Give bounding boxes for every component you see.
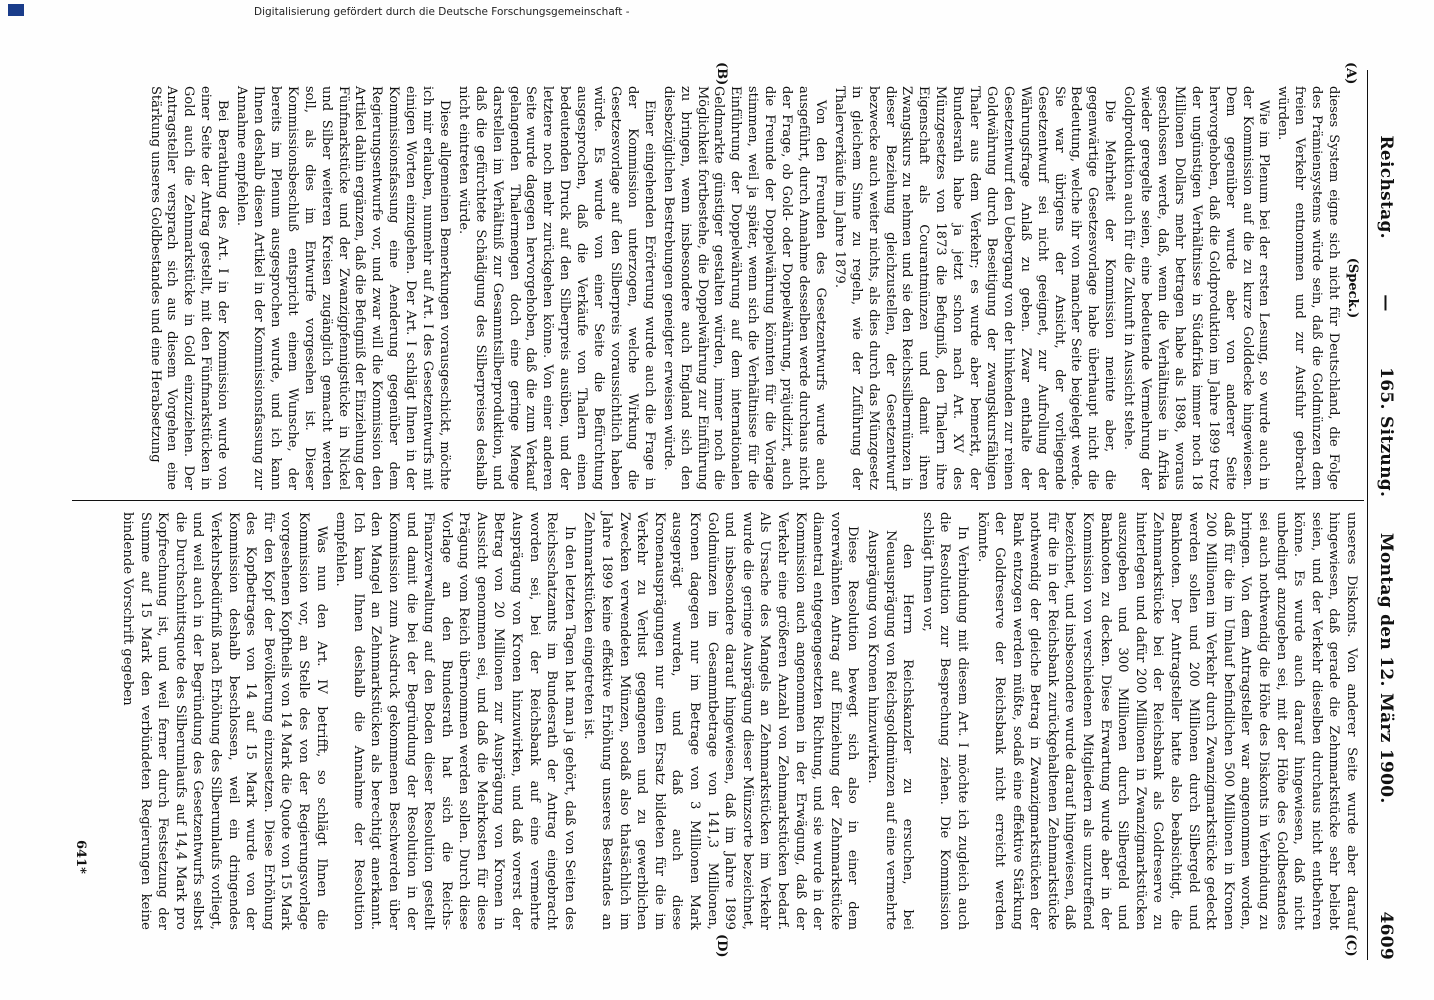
margin-marker-b: (B) bbox=[714, 62, 729, 86]
header-left bbox=[1376, 70, 1396, 497]
paragraph: Diese allgemeinen Bemerkungen vorausgeschickt, möchte ich mir erlauben, nunmehr auf Art. I des Gesetzentwurfs mit einigen Worten einzugehen. Der Art. I schlägt Ihnen in der Kommissionsfassung eine Aenderung gegenüber dem Regierungsentwurfe vor, und zwar will die Kommission den Artikel dahin ergänzen, daß die Befugniß der Einziehung der Fünfmarkstücke und der Zwanzigpfennigstücke in Nickel und Silber weiteren Kreisen zugänglich gemacht werden soll, als dies im Entwurfe vorgesehen ist. Dieser Kommissionsbeschluß entspricht einem Wunsche, der bereits im Plenum ausgesprochen wurde, und ich kann Ihnen deshalb diesen Artikel in der Kommissionsfassung zur Annahme empfehlen. bbox=[234, 86, 452, 490]
paragraph: Bei Berathung des Art. I in der Kommission wurde von einer Seite der Antrag gestellt, mit den Fünfmarkstücken in Gold auch die Zehnmarkstücke in Gold einzuziehen. Der Antragsteller versprach sich aus diesem Vorgehen eine Stärkung unseres Goldbestandes und eine Herabsetzung bbox=[147, 86, 231, 490]
speaker-label: (Speck.) bbox=[1345, 257, 1360, 319]
paragraph: Von den Freunden des Gesetzentwurfs wurde auch ausgeführt, durch Annahme desselben werde durchaus nicht der Frage, ob Gold- oder Doppelwährung, präjudizirt, auch die Freunde der Doppelwährung könnten für die Vorlage stimmen, weil ja später, wenn sich die Verhältnisse für die Einführung der Doppelwährung auf dem internationalen Geldmarkte günstiger gestalten würden, immer noch die Möglichkeit fortbestehe, die Doppelwährung zur Einführung zu bringen, wenn insbesondere auch England sich den diesbezüglichen Bestrebungen geneigter erweisen würde. bbox=[660, 86, 828, 490]
paragraph: Was nun den Art. IV betrifft, so schlägt Ihnen die Kommission vor, an Stelle des von der Regierungsvorlage vorgesehenen Kopftheils von 14 Mark die Quote von 15 Mark für den Kopf der Bevölkerung einzusetzen. Diese Erhöhung des Kopfbetrages von 14 auf 15 Mark wurde von der Kommission deshalb beschlossen, weil ein dringendes Verkehrsbedürfniß nach Erhöhung des Silberumlaufs vorliegt, und weil auch in der Begründung des Gesetzentwurfs selbst die Durchschnittsquote des Silberumlaufs auf 14,4 Mark pro Kopfrechnung ist, und weil ferner durch Festsetzung der Summe auf 15 Mark den verbündeten Regierungen keine bindende Vorschrift gegeben bbox=[120, 512, 329, 930]
header-rule bbox=[1367, 70, 1368, 960]
page-header bbox=[1368, 70, 1404, 960]
paragraph: Diese Resolution bewegt sich also in einer dem vorerwähnten Antrag auf Einziehung der Zehnmarkstücke diametral entgegengesetzten Richtung, und sie wurde in der Kommission auch angenommen in der Erwägung, daß der Verkehr eine größeren Anzahl von Zehnmarkstücken bedarf. Als Ursache des Mangels an Zehnmarkstücken im Verkehr wurde die geringe Ausprägung dieser Münzsorte bezeichnet, und insbesondere darauf hingewiesen, daß im Jahre 1899 Goldmünzen im Gesammtbetrage von 141,3 Millionen, Kronen dagegen nur im Betrage von 3 Millionen Mark ausgeprägt wurden, und daß auch diese Kronenausprägungen nur einen Ersatz bildeten für die im Verkehr zu Verlust gegangenen und zu gewerblichen Zwecken verwendeten Münzen, sodaß also thatsächlich im Jahre 1899 keine effektive Erhöhung unseres Bestandes an Zehnmarkstücken eingetreten ist. bbox=[581, 512, 861, 930]
signature-number: 641* bbox=[73, 840, 88, 874]
digitization-credit: Digitalisierung gefördert durch die Deutsche Forschungsgemeinschaft - bbox=[254, 6, 630, 18]
margin-marker-a: (A) bbox=[1343, 62, 1358, 85]
header-title: Reichstag. bbox=[1376, 135, 1396, 239]
paragraph: In Verbindung mit diesem Art. I möchte ich zugleich auch die Resolution zur Besprechung ziehen. Die Kommission schlägt Ihnen vor, bbox=[919, 512, 970, 930]
paragraph: Einer eingehenden Erörterung wurde auch die Frage in der Kommission unterzogen, welche Wirkung die Gesetzesvorlage auf den Silberpreis voraussichtlich haben würde. Es wurde von einer Seite die Befürchtung ausgesprochen, daß die Verkäufe von Thalern einen bedeutenden Druck auf den Silberpreis ausüben, und der letztere noch mehr zurückgehen könne. Von einer anderen Seite wurde dagegen hervorgehoben, daß die zum Verkauf gelangenden Thalermengen doch eine geringe Menge darstellen im Verhältniß zur Gesammtsilberproduktion, und daß die gefürchtete Schädigung des Silberpreises deshalb nicht eintreten würde. bbox=[455, 86, 657, 490]
header-dash: — bbox=[1376, 294, 1396, 312]
header-page-number: 4609 bbox=[1376, 911, 1396, 960]
header-date: Montag den 12. März 1900. bbox=[1376, 532, 1396, 804]
quoted-resolution: den Herrn Reichskanzler zu ersuchen, bei Neuausprägung von Reichsgoldmünzen auf eine vermehrte Ausprägung von Kronen hinzuwirken. bbox=[864, 530, 916, 930]
paragraph: In den letzten Tagen hat man ja gehört, daß von Seiten des Reichsschatzamts im Bundesrath der Antrag eingebracht worden sei, bei der Reichsbank auf eine vermehrte Ausprägung von Kronen hinzuwirken, und daß vorerst der Betrag von 20 Millionen zur Ausprägung von Kronen in Aussicht genommen sei, und daß die Mehrkosten für diese Prägung vom Reich übernommen werden sollen. Durch diese Vorlage an den Bundesrath hat sich die Reichs-Finanzverwaltung auf den Boden dieser Resolution gestellt und damit die bei der Begründung der Resolution in der Kommission zum Ausdruck gekommenen Beschwerden über den Mangel an Zehnmarkstücken als berechtigt anerkannt. Ich kann Ihnen deshalb die Annahme der Resolution empfehlen. bbox=[333, 512, 577, 930]
column-divider bbox=[72, 500, 1364, 501]
dfg-logo-icon bbox=[8, 4, 24, 16]
paragraph: Wie im Plenum bei der ersten Lesung, so wurde auch in der Kommission auf die zu kurze Golddecke hingewiesen. Dem gegenüber wurde aber von anderer Seite hervorgehoben, daß die Goldproduktion im Jahre 1899 trotz der ungünstigen Verhältnisse in Südafrika immer noch 18 Millionen Dollars mehr betragen habe als 1898, woraus geschlossen werde, daß, wenn die Verhältnisse in Afrika wieder geregelte seien, eine bedeutende Vermehrung der Goldproduktion auch für die Zukunft in Aussicht stehe. bbox=[1121, 86, 1272, 490]
margin-marker-d: (D) bbox=[714, 934, 729, 958]
left-column bbox=[144, 86, 1360, 490]
header-session: 165. Sitzung. bbox=[1376, 367, 1396, 498]
right-column bbox=[116, 512, 1360, 930]
paragraph: Die Mehrheit der Kommission meinte aber, die gegenwärtige Gesetzesvorlage habe überhaupt nicht die Bedeutung, welche ihr von mancher Seite beigelegt werde. Sie war übrigens der Ansicht, der vorliegende Gesetzentwurf sei nicht geeignet, zur Aufrollung der Währungsfrage Anlaß zu geben. Zwar enthalte der Gesetzentwurf den Uebergang von der hinkenden zur reinen Goldwährung durch Beseitigung der zwangskursfähigen Thaler aus dem Verkehr; es wurde aber bemerkt, der Bundesrath habe ja jetzt schon nach Art. XV des Münzgesetzes von 1873 die Befugniß, den Thalern ihre Eigenschaft als Courantmünzen und damit ihren Zwangskurs zu nehmen und sie den Reichssilbermünzen in dieser Beziehung gleichzustellen, der Gesetzentwurf bezwecke auch weiter nichts, als dies durch das Münzgesetz in gleichem Sinne zu regeln, wie der Zuführung der Thalerverkäufe im Jahre 1879. bbox=[831, 86, 1118, 490]
margin-marker-c: (C) bbox=[1343, 934, 1358, 957]
paragraph: dieses System eigne sich nicht für Deutschland, die Folge des Prämiensystems würde sein, daß die Goldmünzen dem freien Verkehr entnommen und zur Ausfuhr gebracht würden. bbox=[1275, 86, 1342, 490]
paragraph: unseres Diskonts. Von anderer Seite wurde aber darauf hingewiesen, daß gerade die Zehnmarkstücke sehr beliebt seien, und der Verkehr dieselben durchaus nicht entbehren könne. Es wurde auch darauf hingewiesen, daß nicht unbedingt anzugeben sei, mit der Höhe des Goldbestandes sei auch nothwendig die Höhe des Diskonts in Verbindung zu bringen. Von dem Antragsteller war angenommen worden, daß für die im Umlauf befindlichen 500 Millionen in Kronen 200 Millionen im Verkehr durch Zwanzigmarkstücke gedeckt werden sollen und 200 Millionen durch Silbergeld und Banknoten. Der Antragsteller hatte also beabsichtigt, die Zehnmarkstücke bei der Reichsbank als Goldreserve zu hinterlegen und dafür 200 Millionen in Zwanzigmarkstücken auszugeben und 300 Millionen durch Silbergeld und Banknoten zu decken. Diese Erwartung wurde aber in der Kommission von verschiedenen Mitgliedern als unzutreffend bezeichnet, und insbesondere wurde darauf hingewiesen, daß für die in der Reichsbank zurückgehaltenen Zehnmarkstücke nothwendig der gleiche Betrag in Zwanzigmarkstücken der Bank entzogen werden müßte, sodaß eine effektive Stärkung der Goldreserve der Reichsbank nicht erreicht werden könnte. bbox=[974, 512, 1359, 930]
header-right bbox=[1376, 533, 1396, 960]
